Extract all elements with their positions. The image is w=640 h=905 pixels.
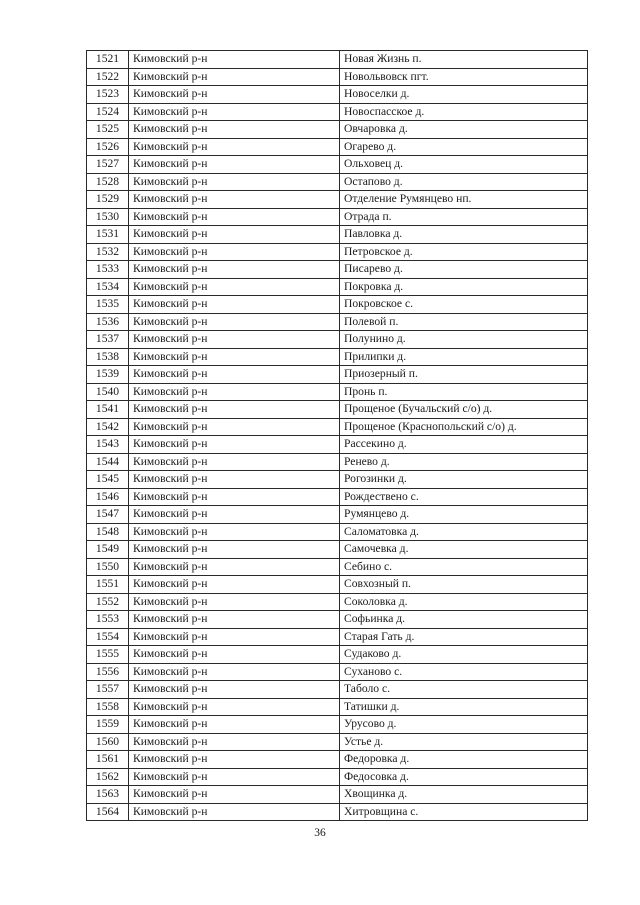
settlement-cell: Федосовка д. bbox=[340, 768, 588, 786]
row-number-cell: 1558 bbox=[87, 698, 129, 716]
row-number-cell: 1560 bbox=[87, 733, 129, 751]
table-row bbox=[87, 401, 588, 419]
table-row bbox=[87, 593, 588, 611]
table-row bbox=[87, 86, 588, 104]
row-number-cell: 1552 bbox=[87, 593, 129, 611]
row-number-cell: 1535 bbox=[87, 296, 129, 314]
table-row bbox=[87, 523, 588, 541]
settlement-cell: Огарево д. bbox=[340, 138, 588, 156]
district-cell: Кимовский р-н bbox=[129, 401, 340, 419]
settlement-cell: Соколовка д. bbox=[340, 593, 588, 611]
table-row bbox=[87, 733, 588, 751]
table-row bbox=[87, 786, 588, 804]
row-number-cell: 1538 bbox=[87, 348, 129, 366]
district-cell: Кимовский р-н bbox=[129, 698, 340, 716]
settlement-cell: Покровка д. bbox=[340, 278, 588, 296]
settlement-cell: Полевой п. bbox=[340, 313, 588, 331]
settlement-cell: Новольвовск пгт. bbox=[340, 68, 588, 86]
row-number-cell: 1545 bbox=[87, 471, 129, 489]
row-number-cell: 1539 bbox=[87, 366, 129, 384]
district-cell: Кимовский р-н bbox=[129, 523, 340, 541]
table-row bbox=[87, 103, 588, 121]
settlement-cell: Петровское д. bbox=[340, 243, 588, 261]
settlement-cell: Павловка д. bbox=[340, 226, 588, 244]
district-cell: Кимовский р-н bbox=[129, 471, 340, 489]
row-number-cell: 1522 bbox=[87, 68, 129, 86]
row-number-cell: 1549 bbox=[87, 541, 129, 559]
table-row bbox=[87, 226, 588, 244]
district-cell: Кимовский р-н bbox=[129, 576, 340, 594]
settlement-cell: Саломатовка д. bbox=[340, 523, 588, 541]
row-number-cell: 1534 bbox=[87, 278, 129, 296]
settlement-cell: Прощеное (Краснопольский с/о) д. bbox=[340, 418, 588, 436]
table-row bbox=[87, 488, 588, 506]
district-cell: Кимовский р-н bbox=[129, 121, 340, 139]
settlement-cell: Полунино д. bbox=[340, 331, 588, 349]
table-row bbox=[87, 51, 588, 69]
table-row bbox=[87, 628, 588, 646]
district-cell: Кимовский р-н bbox=[129, 243, 340, 261]
row-number-cell: 1547 bbox=[87, 506, 129, 524]
settlement-cell: Писарево д. bbox=[340, 261, 588, 279]
settlement-cell: Пронь п. bbox=[340, 383, 588, 401]
row-number-cell: 1537 bbox=[87, 331, 129, 349]
district-cell: Кимовский р-н bbox=[129, 51, 340, 69]
district-cell: Кимовский р-н bbox=[129, 436, 340, 454]
row-number-cell: 1540 bbox=[87, 383, 129, 401]
row-number-cell: 1564 bbox=[87, 803, 129, 821]
row-number-cell: 1536 bbox=[87, 313, 129, 331]
settlement-cell: Софьинка д. bbox=[340, 611, 588, 629]
district-cell: Кимовский р-н bbox=[129, 803, 340, 821]
table-row bbox=[87, 506, 588, 524]
table-row bbox=[87, 803, 588, 821]
row-number-cell: 1529 bbox=[87, 191, 129, 209]
district-cell: Кимовский р-н bbox=[129, 611, 340, 629]
settlement-cell: Хитровщина с. bbox=[340, 803, 588, 821]
district-cell: Кимовский р-н bbox=[129, 716, 340, 734]
district-cell: Кимовский р-н bbox=[129, 418, 340, 436]
row-number-cell: 1531 bbox=[87, 226, 129, 244]
district-cell: Кимовский р-н bbox=[129, 768, 340, 786]
row-number-cell: 1527 bbox=[87, 156, 129, 174]
row-number-cell: 1541 bbox=[87, 401, 129, 419]
district-cell: Кимовский р-н bbox=[129, 103, 340, 121]
settlement-cell: Приозерный п. bbox=[340, 366, 588, 384]
settlement-cell: Румянцево д. bbox=[340, 506, 588, 524]
district-cell: Кимовский р-н bbox=[129, 366, 340, 384]
district-cell: Кимовский р-н bbox=[129, 191, 340, 209]
row-number-cell: 1553 bbox=[87, 611, 129, 629]
district-cell: Кимовский р-н bbox=[129, 383, 340, 401]
row-number-cell: 1528 bbox=[87, 173, 129, 191]
page-number: 36 bbox=[314, 827, 326, 839]
settlement-cell: Ольховец д. bbox=[340, 156, 588, 174]
district-cell: Кимовский р-н bbox=[129, 488, 340, 506]
district-cell: Кимовский р-н bbox=[129, 278, 340, 296]
table-row bbox=[87, 173, 588, 191]
row-number-cell: 1543 bbox=[87, 436, 129, 454]
table-row bbox=[87, 261, 588, 279]
row-number-cell: 1542 bbox=[87, 418, 129, 436]
settlement-cell: Новоспасское д. bbox=[340, 103, 588, 121]
row-number-cell: 1559 bbox=[87, 716, 129, 734]
row-number-cell: 1530 bbox=[87, 208, 129, 226]
row-number-cell: 1554 bbox=[87, 628, 129, 646]
district-cell: Кимовский р-н bbox=[129, 751, 340, 769]
settlement-cell: Рогозинки д. bbox=[340, 471, 588, 489]
settlement-cell: Овчаровка д. bbox=[340, 121, 588, 139]
settlement-cell: Суханово с. bbox=[340, 663, 588, 681]
row-number-cell: 1561 bbox=[87, 751, 129, 769]
table-row bbox=[87, 453, 588, 471]
district-cell: Кимовский р-н bbox=[129, 68, 340, 86]
district-cell: Кимовский р-н bbox=[129, 681, 340, 699]
district-cell: Кимовский р-н bbox=[129, 261, 340, 279]
row-number-cell: 1533 bbox=[87, 261, 129, 279]
row-number-cell: 1551 bbox=[87, 576, 129, 594]
table-row bbox=[87, 751, 588, 769]
district-cell: Кимовский р-н bbox=[129, 786, 340, 804]
row-number-cell: 1525 bbox=[87, 121, 129, 139]
row-number-cell: 1521 bbox=[87, 51, 129, 69]
district-cell: Кимовский р-н bbox=[129, 173, 340, 191]
table-row bbox=[87, 418, 588, 436]
table-row bbox=[87, 121, 588, 139]
settlement-cell: Татишки д. bbox=[340, 698, 588, 716]
table-row bbox=[87, 698, 588, 716]
table-row bbox=[87, 383, 588, 401]
settlement-cell: Самочевка д. bbox=[340, 541, 588, 559]
table-row bbox=[87, 296, 588, 314]
district-cell: Кимовский р-н bbox=[129, 208, 340, 226]
settlement-cell: Себино с. bbox=[340, 558, 588, 576]
settlement-cell: Таболо с. bbox=[340, 681, 588, 699]
settlement-cell: Остапово д. bbox=[340, 173, 588, 191]
row-number-cell: 1556 bbox=[87, 663, 129, 681]
row-number-cell: 1532 bbox=[87, 243, 129, 261]
row-number-cell: 1557 bbox=[87, 681, 129, 699]
table-row bbox=[87, 646, 588, 664]
table-row bbox=[87, 471, 588, 489]
district-cell: Кимовский р-н bbox=[129, 86, 340, 104]
district-cell: Кимовский р-н bbox=[129, 506, 340, 524]
table-row bbox=[87, 348, 588, 366]
district-cell: Кимовский р-н bbox=[129, 733, 340, 751]
district-cell: Кимовский р-н bbox=[129, 226, 340, 244]
row-number-cell: 1555 bbox=[87, 646, 129, 664]
table-row bbox=[87, 313, 588, 331]
district-cell: Кимовский р-н bbox=[129, 593, 340, 611]
district-cell: Кимовский р-н bbox=[129, 331, 340, 349]
table-row bbox=[87, 331, 588, 349]
row-number-cell: 1524 bbox=[87, 103, 129, 121]
settlement-cell: Прилипки д. bbox=[340, 348, 588, 366]
district-cell: Кимовский р-н bbox=[129, 296, 340, 314]
district-cell: Кимовский р-н bbox=[129, 313, 340, 331]
row-number-cell: 1548 bbox=[87, 523, 129, 541]
table-row bbox=[87, 156, 588, 174]
settlement-cell: Рождествено с. bbox=[340, 488, 588, 506]
district-cell: Кимовский р-н bbox=[129, 663, 340, 681]
table-row bbox=[87, 68, 588, 86]
settlement-cell: Урусово д. bbox=[340, 716, 588, 734]
row-number-cell: 1523 bbox=[87, 86, 129, 104]
row-number-cell: 1544 bbox=[87, 453, 129, 471]
settlement-cell: Новоселки д. bbox=[340, 86, 588, 104]
district-cell: Кимовский р-н bbox=[129, 628, 340, 646]
table-row bbox=[87, 768, 588, 786]
district-cell: Кимовский р-н bbox=[129, 558, 340, 576]
settlement-cell: Совхозный п. bbox=[340, 576, 588, 594]
settlement-cell: Покровское с. bbox=[340, 296, 588, 314]
row-number-cell: 1562 bbox=[87, 768, 129, 786]
table-row bbox=[87, 208, 588, 226]
table-row bbox=[87, 243, 588, 261]
district-cell: Кимовский р-н bbox=[129, 646, 340, 664]
table-row bbox=[87, 663, 588, 681]
district-cell: Кимовский р-н bbox=[129, 453, 340, 471]
settlements-table bbox=[86, 50, 588, 821]
district-cell: Кимовский р-н bbox=[129, 541, 340, 559]
settlement-cell: Рассекино д. bbox=[340, 436, 588, 454]
settlement-cell: Прощеное (Бучальский с/о) д. bbox=[340, 401, 588, 419]
settlement-cell: Старая Гать д. bbox=[340, 628, 588, 646]
settlement-cell: Отделение Румянцево нп. bbox=[340, 191, 588, 209]
table-row bbox=[87, 681, 588, 699]
table-body bbox=[87, 51, 588, 821]
settlement-cell: Хвощинка д. bbox=[340, 786, 588, 804]
settlement-cell: Устье д. bbox=[340, 733, 588, 751]
row-number-cell: 1550 bbox=[87, 558, 129, 576]
table-row bbox=[87, 611, 588, 629]
district-cell: Кимовский р-н bbox=[129, 348, 340, 366]
table-row bbox=[87, 716, 588, 734]
settlement-cell: Судаково д. bbox=[340, 646, 588, 664]
table-row bbox=[87, 191, 588, 209]
settlement-cell: Ренево д. bbox=[340, 453, 588, 471]
table-row bbox=[87, 366, 588, 384]
table-row bbox=[87, 558, 588, 576]
district-cell: Кимовский р-н bbox=[129, 156, 340, 174]
row-number-cell: 1546 bbox=[87, 488, 129, 506]
table-row bbox=[87, 278, 588, 296]
table-row bbox=[87, 138, 588, 156]
district-cell: Кимовский р-н bbox=[129, 138, 340, 156]
table-row bbox=[87, 541, 588, 559]
table-row bbox=[87, 576, 588, 594]
settlement-cell: Новая Жизнь п. bbox=[340, 51, 588, 69]
table-row bbox=[87, 436, 588, 454]
row-number-cell: 1526 bbox=[87, 138, 129, 156]
settlement-cell: Отрада п. bbox=[340, 208, 588, 226]
row-number-cell: 1563 bbox=[87, 786, 129, 804]
settlement-cell: Федоровка д. bbox=[340, 751, 588, 769]
